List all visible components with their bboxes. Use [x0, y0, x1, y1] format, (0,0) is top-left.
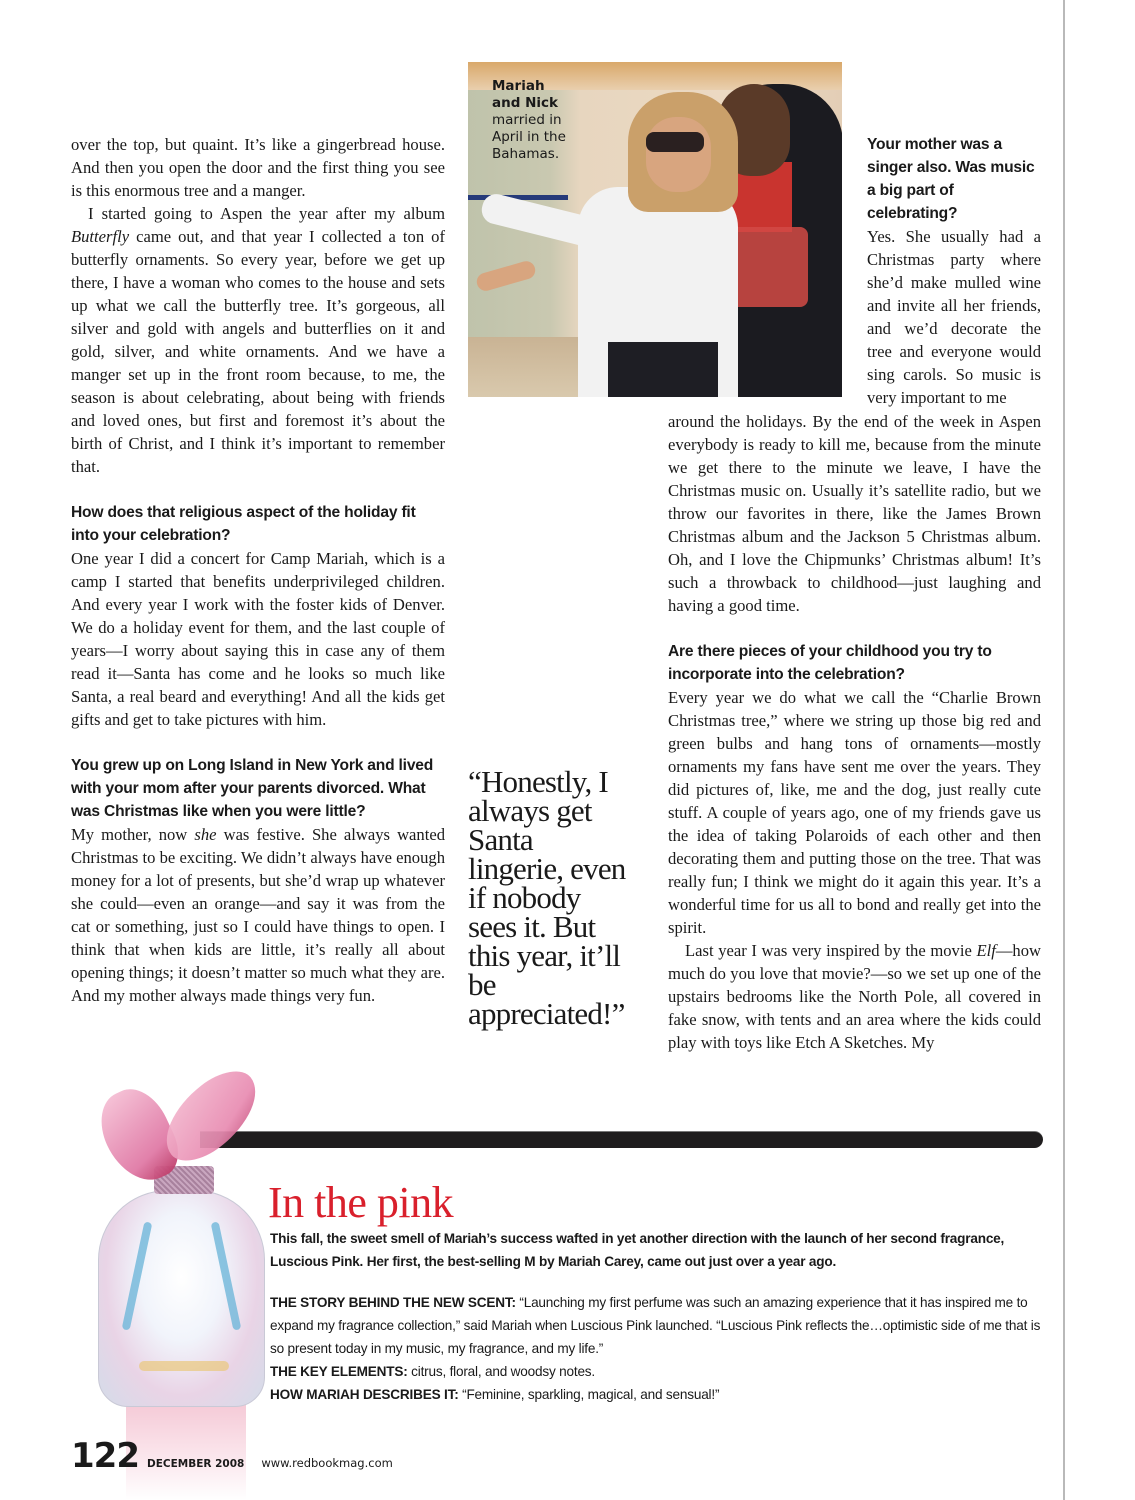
photo-caption	[492, 78, 580, 163]
emphasis: she	[194, 825, 217, 844]
body-paragraph	[71, 202, 445, 478]
sidebar-item-text: “Launching my first perfume was such an amazing experience that it has inspired me to expand my fragrance collection,” said Mariah when Luscious Pink launched. “Luscious Pink reflects the…optimistic side of me that is so present today in my music, my fragrance, and my life.”	[270, 1295, 1041, 1356]
interview-question: Are there pieces of your childhood you try to incorporate into the celebration?	[668, 643, 992, 683]
page-footer	[71, 1436, 393, 1476]
pull-quote: “Honestly, I always get Santa lingerie, even if nobody sees it. But this year, it’ll be appreciated!”	[468, 764, 626, 1031]
couple-photo	[468, 62, 842, 397]
photo-pants	[608, 342, 718, 397]
website-url: www.redbookmag.com	[261, 1456, 393, 1470]
sidebar-title: In the pink	[268, 1178, 454, 1227]
sidebar-details	[270, 1291, 1050, 1406]
photo-sunglasses	[646, 132, 704, 152]
text-run: I started going to Aspen the year after my album	[88, 204, 445, 223]
interview-answer	[71, 823, 445, 1007]
interview-answer: Yes. She usually had a Christmas party where she’d make mulled wine and invite all her friends, and we’d decorate the tree and everyone would sing carols. So music is very important to me	[867, 227, 1041, 407]
page-edge-line	[1063, 0, 1065, 1500]
body-paragraph	[668, 939, 1041, 1054]
article-right-column	[668, 410, 1041, 1054]
sidebar-intro: This fall, the sweet smell of Mariah’s success wafted in yet another direction with the launch of her second fragrance, Luscious Pink. Her first, the best-selling M by Mariah Carey, came out just over a year ago.	[270, 1231, 1005, 1269]
caption-name: Mariah	[492, 78, 545, 94]
page-number: 122	[71, 1436, 139, 1476]
album-title: Butterfly	[71, 227, 130, 246]
text-run: Last year I was very inspired by the movie	[685, 941, 977, 960]
sidebar-item-label: THE KEY ELEMENTS:	[270, 1364, 408, 1379]
photo-hand	[475, 259, 538, 293]
section-divider-bar	[200, 1131, 1043, 1148]
issue-date: DECEMBER 2008	[146, 1458, 245, 1470]
sidebar-item	[270, 1291, 1050, 1360]
sidebar-item-label: THE STORY BEHIND THE NEW SCENT:	[270, 1295, 516, 1310]
interview-answer: One year I did a concert for Camp Mariah, which is a camp I started that benefits underprivileged children. And every year I work with the foster kids of Denver. We do a holiday event for them, and the last couple of years—I worry about saying this in case any of them read it—Santa has come and he looks so much like Santa, a real beard and everything! And all the kids get gifts and get to take pictures with him.	[71, 549, 445, 729]
sidebar-item-label: HOW MARIAH DESCRIBES IT:	[270, 1387, 459, 1402]
text-run: was festive. She always wanted Christmas to be exciting. We didn’t always have enough money for a lot of presents, but she’d wrap up whatever she could—even an orange—and say it was from the cat or something, just so I could have things to open. I think that when kids are little, it’s really all about opening things; it doesn’t matter so much what they are. And my mother always made things very fun.	[71, 825, 445, 1005]
caption-name: and Nick	[492, 95, 558, 111]
sidebar-item-text: “Feminine, sparkling, magical, and sensual!”	[458, 1387, 720, 1402]
article-right-column-top	[867, 133, 1041, 409]
article-left-column	[71, 133, 445, 1007]
interview-answer: Every year we do what we call the “Charlie Brown Christmas tree,” where we string up those big red and green bulbs and hang tons of ornaments—mostly ornaments my fans have sent me over the years. They did pictures of, like, me and the dog, just really cute stuff. A couple of years ago, one of my friends gave us the idea of taking Polaroids of each other and then decorating them and putting those on the tree. That was really fun; I think we might do it again this year. It’s a wonderful time for us all to bond and really get into the spirit.	[668, 688, 1041, 937]
interview-question: Your mother was a singer also. Was music a big part of celebrating?	[867, 136, 1035, 222]
sidebar-item-text: citrus, floral, and woodsy notes.	[407, 1364, 595, 1379]
bottle-liquid	[139, 1361, 229, 1371]
interview-question: You grew up on Long Island in New York and lived with your mom after your parents divorced. What was Christmas like when you were little?	[71, 757, 434, 820]
bottle-highlight	[211, 1221, 242, 1330]
text-run: came out, and that year I collected a ton of butterfly ornaments. So every year, before we get up there, I have a woman who comes to the house and sets up what we call the butterfly tree. It’s gorgeous, all silver and gold with angels and butterflies on it and gold, silver, and white ornaments. And we have a manger set up in the front room because, to me, the season is about celebrating, about being with friends and loved ones, but first and foremost it’s about the birth of Christ, and I think it’s important to remember that.	[71, 227, 445, 476]
sidebar-item	[270, 1360, 1050, 1383]
text-run: My mother, now	[71, 825, 195, 844]
body-paragraph: over the top, but quaint. It’s like a gingerbread house. And then you open the door and the first thing you see is this enormous tree and a manger.	[71, 135, 445, 200]
bottle-highlight	[122, 1221, 153, 1330]
text-run: —how much do you love that movie?—so we set up one of the upstairs bedrooms like the North Pole, all covered in fake snow, with tents and an area where the kids could play with toys like Etch A Sketches. My	[668, 941, 1041, 1052]
photo-face-mariah	[646, 117, 711, 192]
movie-title: Elf	[976, 941, 996, 960]
interview-answer-continued: around the holidays. By the end of the week in Aspen everybody is ready to kill me, because from the minute we get there to the minute we leave, I have the Christmas music on. Usually it’s satellite radio, but we throw our favorites in there, like the James Brown Christmas album and the Jackson 5 Christmas album. Oh, and I love the Chipmunks’ Christmas album! It’s such a throwback to childhood—just laughing and having a good time.	[668, 412, 1041, 615]
bottle-body	[98, 1190, 265, 1407]
caption-text: married in April in the Bahamas.	[492, 112, 566, 162]
sidebar-item	[270, 1383, 1050, 1406]
interview-question: How does that religious aspect of the holiday fit into your celebration?	[71, 504, 416, 544]
